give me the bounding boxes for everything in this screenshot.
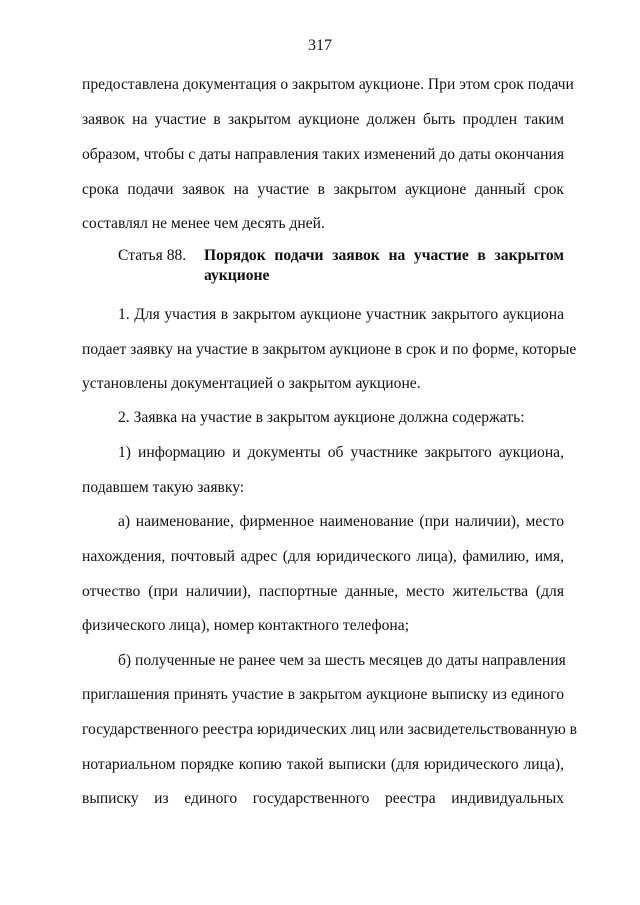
text-line: составлял не менее чем десять дней. <box>82 215 325 232</box>
text-line: подает заявку на участие в закрытом аукционе в срок и по форме, которые <box>82 341 577 358</box>
text-line: подавшем такую заявку: <box>82 479 245 496</box>
text-line: б) полученные не ранее чем за шесть месяцев до даты направления <box>118 652 566 669</box>
text-line: приглашения принять участие в закрытом аукционе выписку из единого <box>82 686 564 703</box>
text-line: 1) информацию и документы об участнике закрытого аукциона, <box>118 444 564 461</box>
text-line: срока подачи заявок на участие в закрытом аукционе данный срок <box>82 181 564 198</box>
text-line: нахождения, почтовый адрес (для юридического лица), фамилию, имя, <box>82 548 564 565</box>
page-number: 317 <box>308 37 332 54</box>
text-line: отчество (при наличии), паспортные данные, место жительства (для <box>82 583 564 600</box>
text-line: установлены документацией о закрытом аукционе. <box>82 375 421 392</box>
text-line: физического лица), номер контактного телефона; <box>82 617 410 634</box>
text-line: выписку из единого государственного реестра индивидуальных <box>82 790 564 807</box>
text-line: а) наименование, фирменное наименование (при наличии), место <box>118 513 564 530</box>
text-line: государственного реестра юридических лиц или засвидетельствованную в <box>82 721 578 738</box>
text-line: заявок на участие в закрытом аукционе должен быть продлен таким <box>82 111 564 128</box>
text-line: образом, чтобы с даты направления таких изменений до даты окончания <box>82 146 564 163</box>
text-line: 1. Для участия в закрытом аукционе участник закрытого аукциона <box>118 306 564 323</box>
article-title: Порядок подачи заявок на участие в закрытом аукционе <box>204 247 564 284</box>
article-number: Статья 88. <box>118 247 187 264</box>
text-line: предоставлена документация о закрытом аукционе. При этом срок подачи <box>82 76 574 93</box>
text-line: 2. Заявка на участие в закрытом аукционе должна содержать: <box>118 409 525 426</box>
text-line: нотариальном порядке копию такой выписки (для юридического лица), <box>82 756 564 773</box>
